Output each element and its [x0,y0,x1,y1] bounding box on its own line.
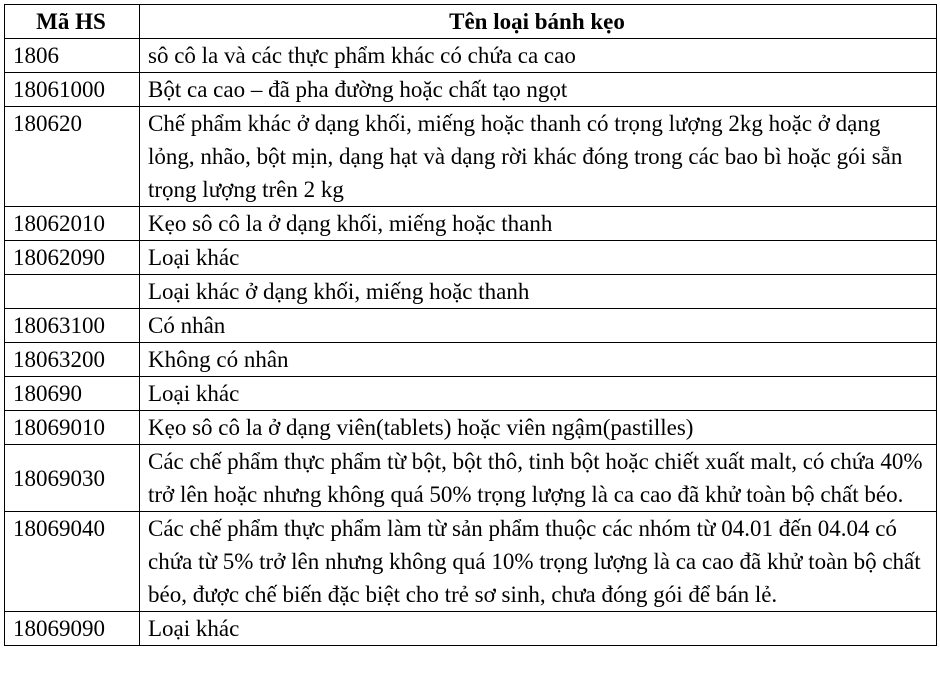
product-name-cell: Các chế phẩm thực phẩm làm từ sản phẩm thuộc các nhóm từ 04.01 đến 04.04 có chứa từ 5% trở lên nhưng không quá 10% trọng lượng là ca cao đã khử toàn bộ chất béo, được chế biến đặc biệt cho trẻ sơ sinh, chưa đóng gói để bán lẻ. [140,512,937,612]
hs-code-cell: 18063200 [5,343,140,377]
hs-code-cell: 18069040 [5,512,140,612]
product-name-cell: Loại khác [140,241,937,275]
hs-code-cell: 18062010 [5,207,140,241]
hs-code-cell: 18069090 [5,612,140,646]
table-row [5,39,937,73]
table-row [5,73,937,107]
hs-code-cell: 18069030 [5,445,140,512]
table-row [5,107,937,207]
table-row [5,377,937,411]
hs-code-cell: 1806 [5,39,140,73]
header-hs-code: Mã HS [5,5,140,39]
product-name-cell: Loại khác [140,377,937,411]
table-row [5,309,937,343]
table-row [5,275,937,309]
table-row [5,241,937,275]
product-name-cell: Loại khác [140,612,937,646]
product-name-cell: Loại khác ở dạng khối, miếng hoặc thanh [140,275,937,309]
product-name-cell: Các chế phẩm thực phẩm từ bột, bột thô, tinh bột hoặc chiết xuất malt, có chứa 40% trở lên hoặc nhưng không quá 50% trọng lượng là ca cao đã khử toàn bộ chất béo. [140,445,937,512]
hs-code-cell: 18061000 [5,73,140,107]
product-name-cell: Chế phẩm khác ở dạng khối, miếng hoặc thanh có trọng lượng 2kg hoặc ở dạng lỏng, nhão, bột mịn, dạng hạt và dạng rời khác đóng trong các bao bì hoặc gói sẵn trọng lượng trên 2 kg [140,107,937,207]
product-name-cell: Bột ca cao – đã pha đường hoặc chất tạo ngọt [140,73,937,107]
table-row [5,343,937,377]
table-row [5,612,937,646]
hs-code-cell: 180690 [5,377,140,411]
table-header-row [5,5,937,39]
header-product-name: Tên loại bánh kẹo [140,5,937,39]
product-name-cell: Kẹo sô cô la ở dạng viên(tablets) hoặc viên ngậm(pastilles) [140,411,937,445]
product-name-cell: Có nhân [140,309,937,343]
product-name-cell: sô cô la và các thực phẩm khác có chứa ca cao [140,39,937,73]
hs-code-cell: 18063100 [5,309,140,343]
hs-code-cell: 18069010 [5,411,140,445]
product-name-cell: Không có nhân [140,343,937,377]
hs-code-table [4,4,937,646]
hs-code-cell: 180620 [5,107,140,207]
product-name-cell: Kẹo sô cô la ở dạng khối, miếng hoặc thanh [140,207,937,241]
table-row [5,445,937,512]
hs-code-cell: 18062090 [5,241,140,275]
table-row [5,512,937,612]
table-row [5,411,937,445]
table-row [5,207,937,241]
hs-code-cell [5,275,140,309]
